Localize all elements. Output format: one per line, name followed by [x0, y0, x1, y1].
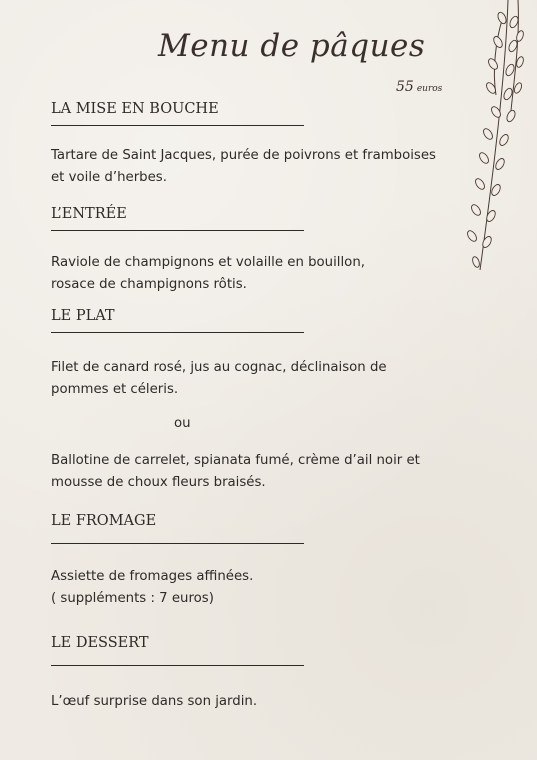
section-dessert	[51, 635, 304, 666]
section-fromage	[51, 513, 304, 544]
dish-line: ( suppléments : 7 euros)	[51, 591, 214, 606]
dish-description	[51, 566, 253, 610]
section-heading: LA MISE EN BOUCHE	[51, 101, 219, 117]
section-plat	[51, 308, 304, 333]
section-heading: LE PLAT	[51, 308, 115, 324]
dish-description	[51, 252, 365, 296]
menu-price	[396, 76, 442, 95]
price-unit: euros	[416, 84, 443, 94]
section-entree	[51, 206, 304, 231]
dish-description	[51, 450, 420, 494]
section-mise-en-bouche	[51, 101, 304, 126]
section-divider	[51, 230, 304, 231]
section-divider	[51, 125, 304, 126]
dish-line: mousse de choux fleurs braisés.	[51, 475, 266, 490]
menu-title: Menu de pâques	[158, 28, 426, 64]
dish-line: et voile d’herbes.	[51, 170, 167, 185]
dish-description	[51, 357, 387, 401]
section-divider	[51, 543, 304, 544]
dish-description	[51, 145, 436, 189]
price-amount: 55	[396, 79, 414, 95]
dish-line: rosace de champignons rôtis.	[51, 277, 247, 292]
dish-line: Ballotine de carrelet, spianata fumé, crème d’ail noir et	[51, 453, 420, 468]
dish-line: pommes et céleris.	[51, 382, 179, 397]
dish-description	[51, 691, 257, 713]
dish-line: Tartare de Saint Jacques, purée de poivrons et framboises	[51, 148, 436, 163]
dish-line: Raviole de champignons et volaille en bouillon,	[51, 255, 365, 270]
section-heading: L’ENTRÉE	[51, 206, 127, 222]
dish-separator: ou	[174, 416, 191, 431]
dish-line: Assiette de fromages affinées.	[51, 569, 254, 584]
section-heading: LE FROMAGE	[51, 513, 157, 529]
dish-line: Filet de canard rosé, jus au cognac, déclinaison de	[51, 360, 387, 375]
section-divider	[51, 332, 304, 333]
lavender-sprig-icon	[458, 0, 537, 280]
dish-line: L’œuf surprise dans son jardin.	[51, 694, 258, 709]
section-heading: LE DESSERT	[51, 635, 149, 651]
section-divider	[51, 665, 304, 666]
